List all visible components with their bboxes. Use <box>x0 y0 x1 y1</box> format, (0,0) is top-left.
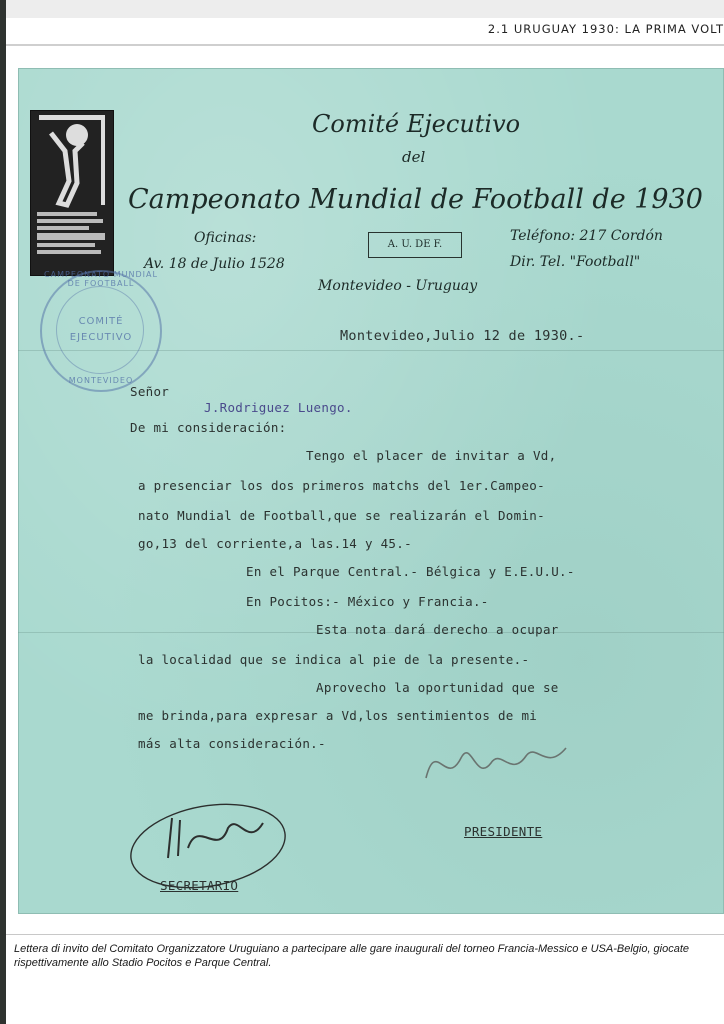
goalkeeper-icon <box>31 111 113 209</box>
section-header: 2.1 URUGUAY 1930: LA PRIMA VOLT <box>487 22 724 36</box>
stamp-arc-text: CAMPEONATO MUNDIAL DE FOOTBALL <box>44 270 158 288</box>
offices-label: Oficinas: <box>194 230 257 246</box>
stamp-text-montevideo: MONTEVIDEO <box>68 376 134 385</box>
offices-address: Av. 18 de Julio 1528 <box>144 256 285 272</box>
greeting: De mi consideración: <box>130 420 287 435</box>
telephone: Teléfono: 217 Cordón <box>510 228 663 244</box>
letterhead-del: del <box>402 148 426 166</box>
body-line: Aprovecho la oportunidad que se <box>316 680 559 695</box>
body-line: Tengo el placer de invitar a Vd, <box>306 448 557 463</box>
secretary-label: SECRETARIO <box>160 878 239 893</box>
body-line: más alta consideración.- <box>138 736 326 751</box>
caption-divider <box>6 934 724 935</box>
telegraph-address: Dir. Tel. "Football" <box>510 254 641 270</box>
letterhead-city: Montevideo - Uruguay <box>318 278 478 294</box>
venue-parque-central: En el Parque Central.- Bélgica y E.E.U.U.- <box>246 564 575 579</box>
stamp-text-comite: COMITÉ <box>78 316 124 327</box>
letterhead-subtitle: Campeonato Mundial de Football de 1930 <box>128 184 703 215</box>
body-line: go,13 del corriente,a las.14 y 45.- <box>138 536 412 551</box>
president-label: PRESIDENTE <box>464 824 543 839</box>
figure-caption: Lettera di invito del Comitato Organizzatore Uruguiano a partecipare alle gare inaugurali del torneo Francia-Messico e USA-Belgio, giocate rispettivamente allo Stadio Pocitos e Parque Central. <box>14 943 690 969</box>
logo-lettering <box>37 209 107 267</box>
salutation: Señor <box>130 384 170 399</box>
committee-stamp <box>40 270 162 392</box>
tournament-logo <box>30 110 114 276</box>
auf-box: A. U. DE F. <box>368 232 462 258</box>
body-line: me brinda,para expresar a Vd,los sentimientos de mi <box>138 708 538 723</box>
letter-date: Montevideo,Julio 12 de 1930.- <box>340 328 585 344</box>
page-header-band <box>6 0 724 18</box>
body-line: nato Mundial de Football,que se realizarán el Domin- <box>138 508 545 523</box>
letterhead-title: Comité Ejecutivo <box>312 110 521 138</box>
president-signature <box>416 728 586 798</box>
page-left-border <box>0 0 6 1024</box>
body-line: la localidad que se indica al pie de la presente.- <box>138 652 530 667</box>
header-divider <box>6 44 724 46</box>
stamp-text-ejecutivo: EJECUTIVO <box>69 332 133 343</box>
venue-pocitos: En Pocitos:- México y Francia.- <box>246 594 489 609</box>
body-line: a presenciar los dos primeros matchs del 1er.Campeo- <box>138 478 545 493</box>
recipient-name: J.Rodriguez Luengo. <box>204 400 353 415</box>
body-line: Esta nota dará derecho a ocupar <box>316 622 559 637</box>
invitation-letter <box>18 68 724 914</box>
